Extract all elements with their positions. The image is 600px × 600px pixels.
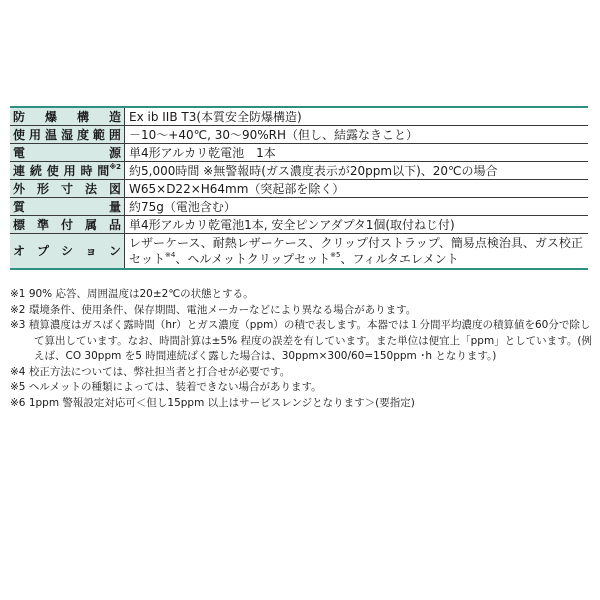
label-char: 用	[28, 127, 41, 142]
label-char: 使	[13, 127, 26, 142]
spec-label	[10, 162, 125, 180]
spec-label	[10, 144, 125, 162]
spec-label-text	[13, 217, 121, 233]
label-char: ョ	[84, 244, 97, 258]
label-char: 寸	[60, 181, 73, 196]
label-char: プ	[36, 244, 49, 258]
spec-row	[10, 180, 588, 198]
label-char: 温	[44, 127, 57, 142]
spec-row	[10, 162, 588, 180]
spec-label	[10, 180, 125, 198]
label-char: 外	[13, 181, 26, 196]
label-char: 時	[80, 163, 93, 178]
spec-label-text	[13, 181, 121, 197]
spec-label-text	[13, 163, 121, 179]
label-char: 源	[108, 145, 121, 160]
label-char: 電	[13, 145, 26, 160]
label-char: 用	[63, 163, 76, 178]
label-char: 形	[36, 181, 49, 196]
label-char: 造	[108, 109, 121, 124]
options-text: 、フィルタエレメント	[340, 252, 459, 266]
spec-label	[10, 126, 125, 144]
spec-row	[10, 216, 588, 234]
label-char: 度	[76, 127, 89, 142]
spec-label-text	[13, 145, 121, 161]
label-char: 付	[60, 217, 73, 232]
spec-value-options	[125, 234, 589, 270]
spec-label	[10, 216, 125, 234]
label-char: 爆	[44, 109, 57, 124]
label-char: 囲	[108, 127, 121, 142]
spec-value: 単4形アルカリ乾電池1本, 安全ピンアダプタ1個(取付ねじ付)	[125, 216, 589, 234]
label-char: ン	[108, 244, 121, 258]
spec-row	[10, 126, 588, 144]
spec-row	[10, 144, 588, 162]
label-char: 間$^{※2}$	[97, 162, 121, 178]
note-ref: ※2	[109, 162, 121, 171]
spec-value: 単4形アルカリ乾電池 1本	[125, 144, 589, 162]
footnotes	[10, 287, 592, 411]
spec-label-text	[13, 199, 121, 215]
footnote: ※2 環境条件、使用条件、保存期間、電池メーカーなどにより異なる場合があります。	[10, 303, 417, 316]
label-char: 図	[108, 181, 121, 196]
label-char: 防	[13, 109, 26, 124]
footnote: ※4 校正方法については、弊社担当者と打合せが必要です。	[10, 365, 291, 378]
label-char: 量	[108, 199, 121, 214]
spec-row	[10, 198, 588, 216]
spec-label-text	[13, 127, 121, 143]
footnote: ※5 ヘルメットの種類によっては、装着できない場合があります。	[10, 381, 322, 393]
note-ref: ※4	[165, 251, 176, 259]
label-char: シ	[60, 244, 73, 258]
label-char: 湿	[60, 127, 73, 142]
spec-label-text	[13, 243, 121, 259]
label-char: 構	[76, 109, 89, 124]
footnote: ※1 90% 応答、周囲温度は20±2℃の状態とする。	[10, 288, 254, 300]
footnote: ※3 積算濃度はガスばく露時間（hr）とガス濃度（ppm）の積で表します。本器では１分間平均濃度の積算値を60分で除して算出しています。なお、時間計算は±5% 程度の誤差を有しています。また単位は便宜上「ppm」としています。(例えば、CO 30ppm を5 時間連続ばく露した場合は、30ppm×300/60=150ppm ･h となります。)	[10, 319, 592, 362]
spec-value: 約75g（電池含む）	[125, 198, 589, 216]
spec-label-text	[13, 109, 121, 125]
spec-row	[10, 107, 588, 126]
label-char: 連	[13, 163, 26, 178]
label-char: 続	[29, 163, 42, 178]
label-char: 標	[13, 217, 26, 232]
options-text: 、ヘルメットクリップセット	[175, 252, 331, 266]
label-char: 範	[92, 127, 105, 142]
label-char: 使	[46, 163, 59, 178]
label-char: 属	[84, 217, 97, 232]
footnote: ※6 1ppm 警報設定対応可＜但し15ppm 以上はサービスレンジとなります＞(要指定)	[10, 396, 415, 409]
label-char: 質	[13, 199, 26, 214]
label-char: オ	[13, 244, 26, 258]
spec-table	[10, 106, 588, 270]
note-ref: ※5	[330, 251, 341, 259]
spec-label	[10, 198, 125, 216]
label-char: 品	[108, 217, 121, 232]
spec-label	[10, 234, 125, 270]
options-text: レザーケース、耐熱レザーケース、クリップ付ストラップ、簡易点検治具、ガス校正セット	[129, 236, 583, 266]
spec-value: W65×D22×H64mm（突起部を除く）	[125, 180, 589, 198]
spec-label	[10, 107, 125, 126]
spec-value: 約5,000時間 ※無警報時(ガス濃度表示が20ppm以下)、20℃の場合	[125, 162, 589, 180]
spec-value: Ex ib IIB T3(本質安全防爆構造)	[125, 107, 589, 126]
spec-value: －10～+40℃, 30～90%RH（但し、結露なきこと）	[125, 126, 589, 144]
spec-row	[10, 234, 588, 270]
label-char: 準	[36, 217, 49, 232]
label-char: 法	[84, 181, 97, 196]
